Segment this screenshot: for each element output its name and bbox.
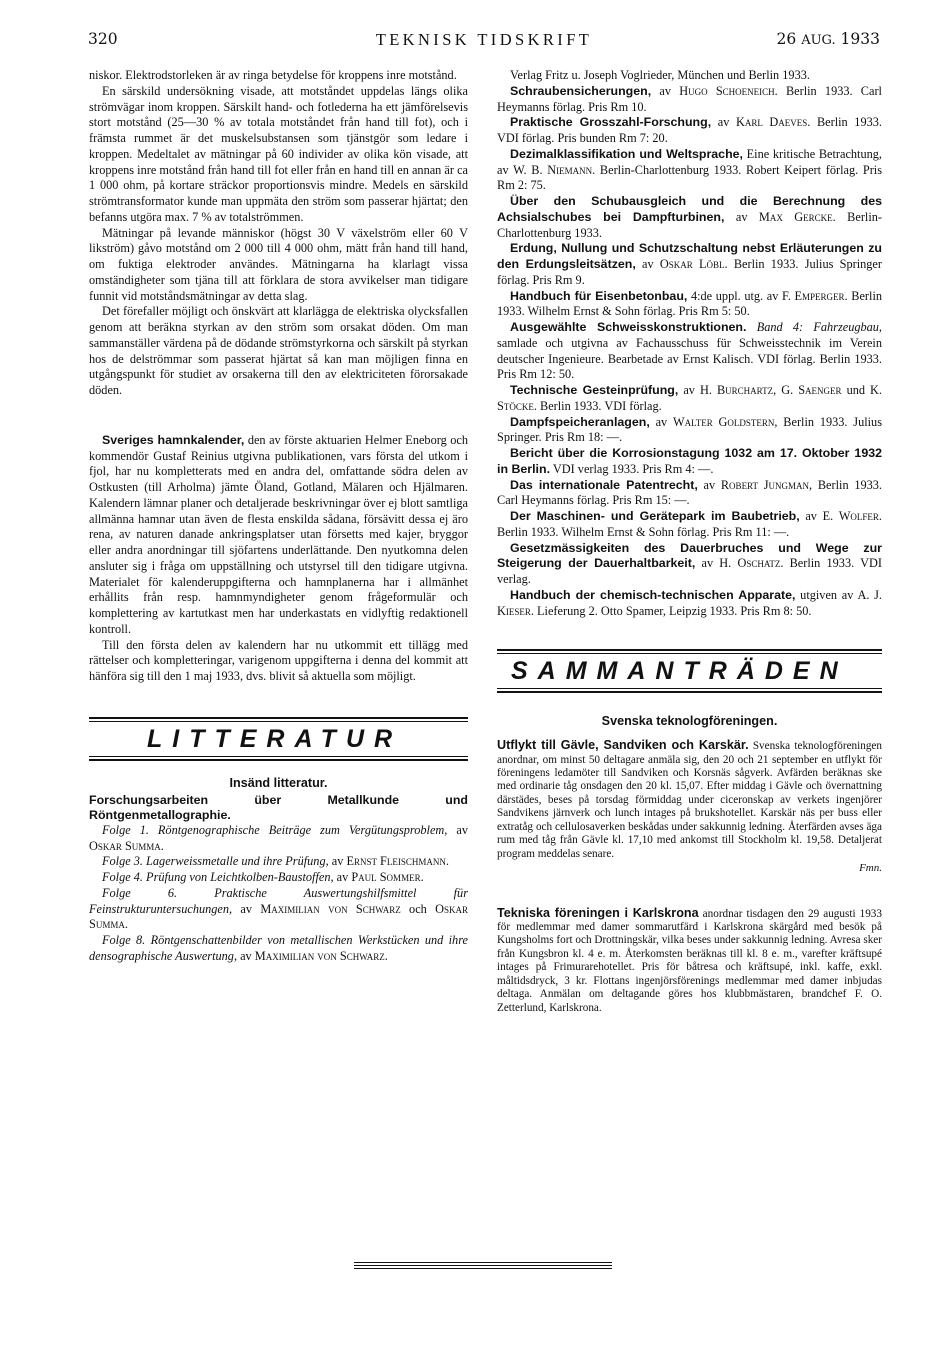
- paragraph: En särskild undersökning visade, att motståndet uppdelas längs olika strömvägar inom kroppen. Särskilt hand- och fotlederna ha ett jämförelsevis stort motstånd (25—30 % av totala motståndet från hand till fot), och i främsta rummet är det muskelsubstansen som tjänstgör som ledare i kroppen. Medeltalet av mätningar på 60 individer av olika kön visade, att kroppens inre motstånd från hand till fot eller från en hand till en annan är ca 1 000 ohm, på kortare sträckor proportionsvis mindre. Medels en särskild strömtransformator kunde man uppmäta den ström som passerar hjärtat; den befanns utgöra max. 7 % av totalströmmen.: [89, 83, 468, 224]
- paragraph: Till den första delen av kalendern har nu utkommit ett tillägg med rättelser och kompletteringar, varigenom uppgifterna i denna del kommit att hänföra sig till den 1 maj 1933, dvs. blivit så aktuella som möjligt.: [89, 637, 468, 683]
- journal-title: TEKNISK TIDSKRIFT: [375, 30, 593, 49]
- literature-entry: Bericht über die Korrosionstagung 1032 am 17. Oktober 1932 in Berlin. VDI verlag 1933. Pris Rm 4: —.: [497, 446, 882, 476]
- hamnkalender-notice: Sveriges hamnkalender, den av förste aktuarien Helmer Eneborg och kommendör Gustaf Reinius utgivna publikationen, vars första del utkom i fjol, har nu kompletterats med en andra del, omfattande södra delen av Ostkusten (till Arholma) jämte Öland, Gotland, Mälaren och Hjälmaren. Kalendern lämnar planer och detaljerade beskrivningar över ej blott samtliga allmänna hamnar utan även de flesta enskilda sådana, försävitt dessa ej äro rena, av naturen danade ankringsplatser utan försetts med kajer, bryggor eller andra anordningar till sjöfartens underlättande. Den nyutkomna delen ansluter sig i fråga om uppställning och utstyrsel till den tidigare utgivna. Materialet för kalenderuppgifterna och hamnplanerna har i allmänhet erhållits från resp. hamnmyndigheter genom frågeformulär och komplettering av kartutkast men har underkastats en vidlyftig redaktionell kontroll.: [89, 432, 468, 636]
- issue-date: 26 AUG. 1933: [776, 30, 880, 48]
- meeting-notice: Utflykt till Gävle, Sandviken och Karskär. Svenska teknologföreningen anordnar, om minst 50 deltagare anmäla sig, den 20 och 21 september en utflykt för föreningens ledamöter till Sandviken och Korsnäs sågverk. Avfärden beräknas ske med ordinarie tåg onsdagen den 20 kl. 15,07. Efter middag i Gävle och övernattning därstädes, beses på torsdag förmiddag under ciceronskap av verkets ingenjörer Sandvikens järnverk och lunch intages på brukshotellet. Karskär näs per buss eller extratåg och cellulosaverken beskådas under sakkunnig ledning. Återfärden avses äga rum med tåg från Gävle kl. 17,10 med ankomst till Stockholm kl. 19,58. Detaljerat program meddelas senare.: [497, 738, 882, 860]
- sammantraden-section-header: [497, 649, 882, 693]
- literature-entry: Der Maschinen- und Gerätepark im Baubetrieb, av E. Wolfer. Berlin 1933. Wilhelm Ernst & Sohn förlag. Pris Rm 11: —.: [497, 509, 882, 539]
- literature-entry: Folge 6. Praktische Auswertungshilfsmittel für Feinstrukturuntersuchungen, av Maximilian von Schwarz och Oskar Summa.: [89, 885, 468, 932]
- section-title: LITTERATUR: [147, 724, 403, 753]
- series-heading: Forschungsarbeiten über Metallkunde und Röntgenmetallographie.: [89, 792, 468, 822]
- literature-entry: Folge 8. Röntgenschattenbilder von metallischen Werkstücken und ihre densographische Auswertung, av Maximilian von Schwarz.: [89, 933, 468, 963]
- right-column: [497, 68, 882, 1015]
- subsection-title: Svenska teknologföreningen.: [601, 714, 778, 729]
- meeting-notice: Tekniska föreningen i Karlskrona anordnar tisdagen den 29 augusti 1933 för medlemmar med damer sommarutfärd i Karlskrona skärgård med besök på Kungsholms fort och Drottningskär, vilka beses under sakkunnig ledning. Avresa sker från Kungsbron kl. 4 e. m. Återkomsten beräknas till kl. 8 e. m., varefter kräftsupé intages på Frimurarehotellet. Pris för båtresa och kräftsupé, inkl. kaffe, exkl. måltidsdryck, 3 kr. Flottans ingenjörsförenings medlemmar med damer inbjudas deltaga. Anmälan om deltagande göres hos klubbmästaren, brandchef F. O. Zetterlund, Karlskrona.: [497, 905, 882, 1014]
- literature-entry: Technische Gesteinprüfung, av H. Burchartz, G. Saenger und K. Stöcke. Berlin 1933. VDI förlag.: [497, 383, 882, 413]
- literature-entry: Folge 1. Röntgenographische Beiträge zum Vergütungsproblem, av Oskar Summa.: [89, 822, 468, 853]
- literature-entry: Dezimalklassifikation und Weltsprache, Eine kritische Betrachtung, av W. B. Niemann. Berlin-Charlottenburg 1933. Robert Keipert förlag. Pris Rm 2: 75.: [497, 146, 882, 193]
- literature-entry: Erdung, Nullung und Schutzschaltung nebst Erläuterungen zu den Erdungsleitsätzen, av Oskar Löbl. Berlin 1933. Julius Springer förlag. Pris Rm 9.: [497, 241, 882, 287]
- subsection-title: Insänd litteratur.: [229, 775, 328, 790]
- paragraph: Mätningar på levande människor (högst 30 V växelström eller 60 V likström) gåvo motstånd om 2 000 till 4 000 ohm, mätt från hand till hand, om fuktiga elektroder användes. Mätningarna ha klarlagt vissa omständigheter som tjäna till att förklara de stora avvikelser man tidigare funnit vid motståndsmätningar av detta slag.: [89, 225, 468, 303]
- litteratur-section-header: [89, 717, 468, 761]
- literature-entry: Ausgewählte Schweisskonstruktionen. Band 4: Fahrzeugbau, samlade och utgivna av Fachausschuss für Schweisstechnik im Verein deutscher Ingenieure. Bearbetade av Ernst Kalisch. VDI förlag. Berlin 1933. Pris Rm 12: 50.: [497, 320, 883, 382]
- signoff: Fmn.: [859, 861, 882, 874]
- literature-entry: Dampfspeicheranlagen, av Walter Goldstern, Berlin 1933. Julius Springer. Pris Rm 18: —.: [497, 414, 882, 445]
- literature-entry: Folge 4. Prüfung von Leichtkolben-Baustoffen, av Paul Sommer.: [102, 870, 424, 884]
- left-column: [89, 68, 468, 965]
- paragraph: Det förefaller möjligt och önskvärt att klarlägga de elektriska olycksfallen genom att beräkna styrkan av den ström som orsakat döden. Om man sammanställer värdena på de dödande strömstyrkorna och särskilt på styrkan hos de delströmmar som passerat hjärtat så kan man möjligen finna en utgångspunkt för studiet av orsakerna till den av elektriciteten förorsakade döden.: [89, 304, 468, 397]
- literature-entry: Praktische Grosszahl-Forschung, av Karl Daeves. Berlin 1933. VDI förlag. Pris bunden Rm 7: 20.: [497, 115, 882, 145]
- literature-entry: Gesetzmässigkeiten des Dauerbruches und Wege zur Steigerung der Dauerhaltbarkeit, av H. Oschatz. Berlin 1933. VDI verlag.: [497, 540, 882, 586]
- literature-entry: Das internationale Patentrecht, av Robert Jungman, Berlin 1933. Carl Heymanns förlag. Pris Rm 15: —.: [497, 477, 882, 508]
- literature-entry: Handbuch der chemisch-technischen Apparate, utgiven av A. J. Kieser. Lieferung 2. Otto Spamer, Leipzig 1933. Pris Rm 8: 50.: [497, 587, 882, 618]
- running-header: [86, 30, 882, 52]
- literature-entry: Über den Schubausgleich und die Berechnung des Achsialschubes bei Dampfturbinen, av Max Gercke. Berlin-Charlottenburg 1933.: [497, 194, 883, 240]
- literature-entry: Handbuch für Eisenbetonbau, 4:de uppl. utg. av F. Emperger. Berlin 1933. Wilhelm Ernst & Sohn förlag. Pris Rm 5: 50.: [497, 288, 883, 319]
- literature-entry: Schraubensicherungen, av Hugo Schoeneich. Berlin 1933. Carl Heymanns förlag. Pris Rm 10.: [497, 83, 882, 114]
- section-title: SAMMANTRÄDEN: [511, 657, 848, 686]
- literature-entry: Folge 3. Lagerweissmetalle und ihre Prüfung, av Ernst Fleischmann.: [102, 854, 449, 869]
- end-rule: [354, 1262, 612, 1271]
- paragraph: niskor. Elektrodstorleken är av ringa betydelse för kroppens inre motstånd.: [89, 68, 457, 82]
- literature-entry: Verlag Fritz u. Joseph Voglrieder, München und Berlin 1933.: [510, 68, 810, 82]
- page-number: 320: [88, 30, 118, 48]
